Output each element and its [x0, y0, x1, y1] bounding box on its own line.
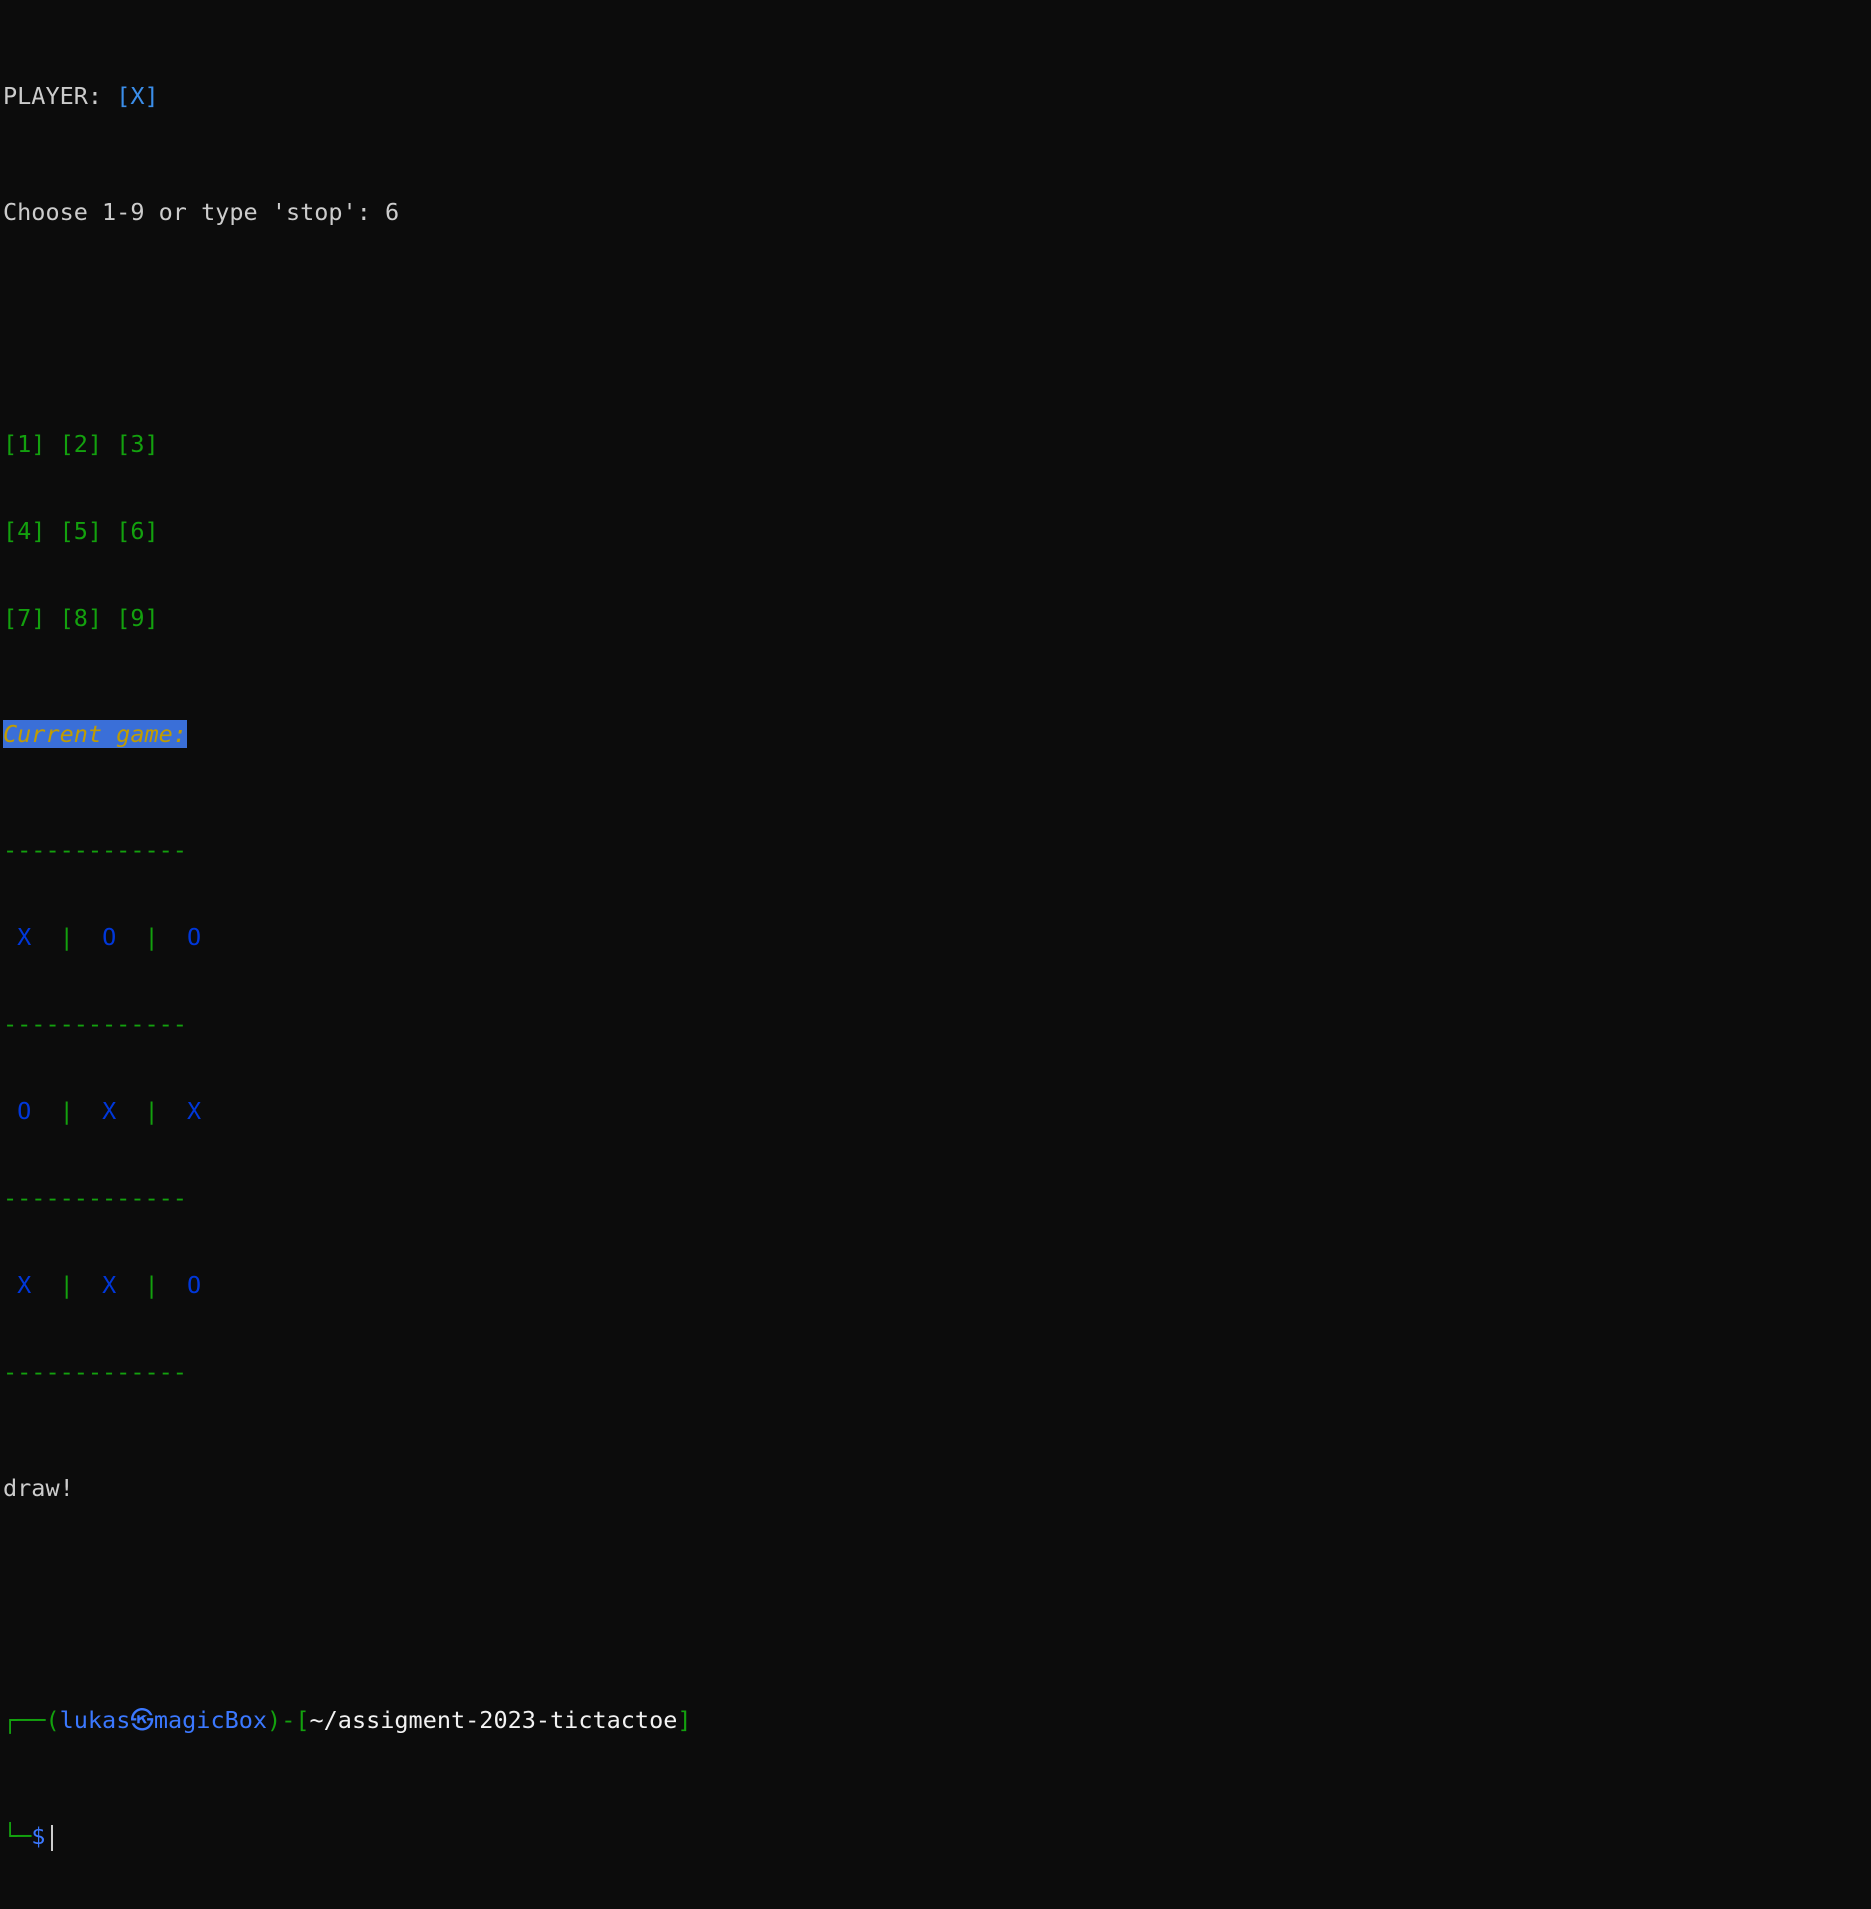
board-row [3, 1097, 692, 1126]
prompt-open-bracket: [ [295, 1706, 310, 1734]
board-cell: X [17, 1271, 32, 1299]
board-separator: ------------- [3, 1358, 187, 1386]
prompt-user: lukas [59, 1706, 131, 1734]
current-game-line [3, 720, 692, 749]
keypad-cell-6: [6] [116, 517, 159, 545]
board-divider: | [144, 1271, 159, 1299]
board-cell: X [17, 923, 32, 951]
board-separator: ------------- [3, 1010, 187, 1038]
board-cell: X [102, 1097, 117, 1125]
board-divider: | [59, 923, 74, 951]
board-cell: O [17, 1097, 32, 1125]
player-line [3, 82, 692, 111]
prompt-corner-bottom: └─ [3, 1822, 32, 1850]
prompt-close-paren: ) [267, 1706, 282, 1734]
blank-line [3, 314, 692, 343]
board-separator: ------------- [3, 836, 187, 864]
board-cell: X [102, 1271, 117, 1299]
board-separator: ------------- [3, 1184, 187, 1212]
board-cell: O [186, 923, 202, 951]
terminal-output[interactable] [3, 0, 692, 1909]
prompt-host: magicBox [153, 1706, 268, 1734]
board-divider: | [144, 1097, 159, 1125]
keypad-cell-8: [8] [59, 604, 103, 632]
choose-line [3, 198, 692, 227]
keypad-row [3, 430, 692, 459]
prompt-close-bracket: ] [677, 1706, 692, 1734]
text-cursor[interactable] [51, 1825, 53, 1851]
prompt-path: ~/assigment-2023-tictactoe [309, 1706, 678, 1734]
choose-prompt-text: Choose 1-9 or type 'stop': [3, 198, 386, 226]
board-row [3, 923, 692, 952]
prompt-at-symbol: ㉿ [130, 1706, 154, 1734]
result-text: draw! [3, 1474, 74, 1502]
player-label: PLAYER: [3, 82, 117, 110]
keypad-row [3, 604, 692, 633]
shell-input-line[interactable] [3, 1822, 692, 1851]
board-divider: | [144, 923, 159, 951]
board-divider: | [59, 1097, 74, 1125]
board-cell: X [186, 1097, 202, 1125]
prompt-dash: - [281, 1706, 296, 1734]
board-cell: O [102, 923, 117, 951]
player-value: [X] [116, 82, 159, 110]
board-divider: | [59, 1271, 74, 1299]
keypad-cell-3: [3] [116, 430, 159, 458]
keypad-cell-4: [4] [3, 517, 46, 545]
current-game-label[interactable]: Current game: [3, 720, 187, 748]
shell-prompt-line [3, 1706, 692, 1735]
keypad-row [3, 517, 692, 546]
keypad-cell-9: [9] [116, 604, 159, 632]
prompt-corner-top: ┌── [3, 1706, 46, 1734]
prompt-dollar: $ [31, 1822, 46, 1850]
keypad-cell-7: [7] [3, 604, 46, 632]
keypad-cell-1: [1] [3, 430, 46, 458]
blank-line [3, 1590, 692, 1619]
board-row [3, 1271, 692, 1300]
keypad-cell-2: [2] [59, 430, 103, 458]
board-cell: O [186, 1271, 202, 1299]
prompt-open-paren: ( [45, 1706, 60, 1734]
keypad-cell-5: [5] [59, 517, 103, 545]
choose-input-value: 6 [385, 198, 400, 226]
